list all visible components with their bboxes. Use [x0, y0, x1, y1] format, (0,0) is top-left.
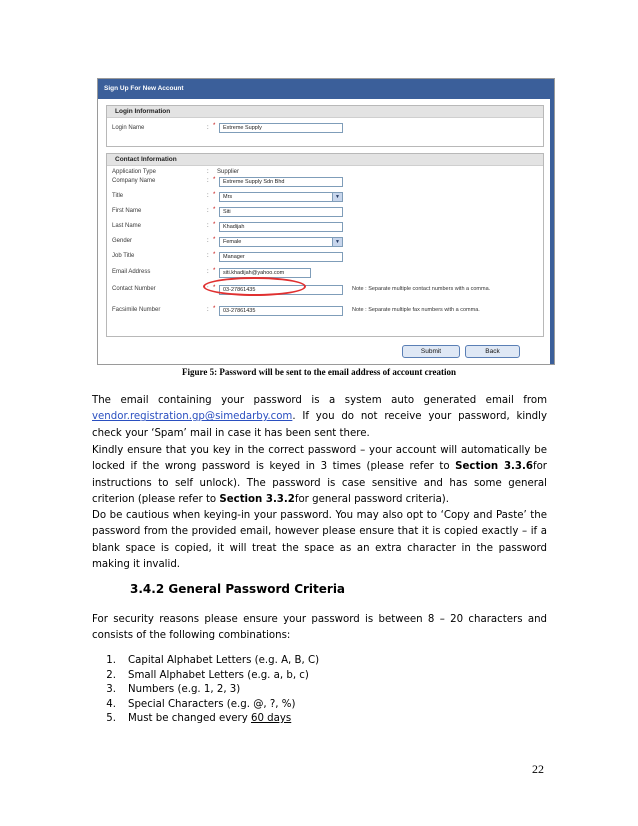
gender-select-value: Female — [223, 239, 242, 245]
list-text: Small Alphabet Letters (e.g. a, b, c) — [128, 669, 309, 681]
login-info-group — [106, 105, 544, 147]
list-item — [92, 712, 319, 727]
first-name-input[interactable]: Siti — [219, 207, 343, 217]
list-number: 1. — [106, 655, 116, 666]
back-button[interactable]: Back — [465, 345, 520, 358]
list-item — [92, 683, 319, 698]
colon: : — [207, 125, 209, 131]
fax-number-note: Note : Separate multiple fax numbers with a comma. — [352, 307, 480, 313]
required-marker: * — [213, 285, 216, 291]
email-input[interactable]: siti.khadijah@yahoo.com — [219, 268, 311, 278]
job-title-input[interactable]: Manager — [219, 252, 343, 262]
list-item — [92, 698, 319, 713]
list-text: Numbers (e.g. 1, 2, 3) — [128, 684, 241, 695]
colon: : — [207, 253, 209, 259]
chevron-down-icon[interactable]: ▼ — [332, 238, 342, 246]
paragraph-criteria-intro: For security reasons please ensure your password is between 8 – 20 characters and consists of the following combinations: — [92, 614, 547, 642]
login-name-label: Login Name — [112, 125, 145, 131]
application-type-value: Supplier — [217, 169, 240, 175]
application-type-label: Application Type — [112, 169, 156, 175]
required-marker: * — [213, 252, 216, 258]
list-number: 3. — [106, 684, 116, 695]
login-info-heading: Login Information — [107, 106, 543, 118]
section-ref-332: Section 3.3.2 — [219, 493, 295, 505]
submit-button[interactable]: Submit — [402, 345, 460, 358]
list-item — [92, 654, 319, 669]
list-text: Must be changed every — [128, 713, 251, 724]
para1-text-end: . If you do not receive your password, kindly check your ‘Spam’ mail in case it has been sent there. — [92, 411, 547, 439]
required-marker: * — [213, 306, 216, 312]
title-select[interactable] — [219, 192, 343, 202]
list-number: 4. — [106, 698, 116, 710]
colon: : — [207, 286, 209, 292]
signup-title-bar: Sign Up For New Account — [98, 79, 554, 99]
gender-label: Gender — [112, 238, 133, 244]
para2-text-2: for instructions to self unlock). The password is case sensitive and has some general criterion (please refer to — [92, 461, 547, 505]
colon: : — [207, 169, 209, 175]
first-name-label: First Name — [112, 208, 142, 214]
vendor-email-link[interactable]: vendor.registration.gp@simedarby.com — [92, 411, 293, 423]
days-value: 60 days — [250, 713, 292, 724]
paragraph-email-info — [92, 393, 547, 442]
page-number: 22 — [532, 762, 544, 776]
gender-select[interactable] — [219, 237, 343, 247]
list-number: 2. — [106, 669, 116, 681]
required-marker: * — [213, 237, 216, 243]
colon: : — [207, 193, 209, 199]
required-marker: * — [213, 177, 216, 183]
colon: : — [207, 307, 209, 313]
colon: : — [207, 208, 209, 214]
title-label: Title — [112, 193, 124, 199]
section-heading: 3.4.2 General Password Criteria — [130, 582, 346, 596]
criteria-list — [92, 654, 319, 727]
required-marker: * — [213, 192, 216, 198]
contact-info-group — [106, 153, 544, 337]
email-highlight-circle — [203, 277, 306, 296]
required-marker: * — [213, 222, 216, 228]
window-edge — [550, 99, 554, 364]
required-marker: * — [213, 123, 216, 129]
list-number: 5. — [106, 713, 116, 724]
paragraph-password-lock — [92, 443, 547, 508]
job-title-label: Job Title — [112, 253, 135, 259]
contact-number-label: Contact Number — [112, 286, 156, 292]
title-select-value: Mrs — [223, 194, 233, 200]
chevron-down-icon[interactable]: ▼ — [332, 193, 342, 201]
contact-number-input[interactable]: 03-27861435 — [219, 285, 343, 295]
colon: : — [207, 178, 209, 184]
required-marker: * — [213, 268, 216, 274]
colon: : — [207, 238, 209, 244]
last-name-label: Last Name — [112, 223, 142, 229]
para2-text-1: Kindly ensure that you key in the correct password – your account will automatically be locked if the wrong password is keyed in 3 times (please refer to — [92, 445, 547, 473]
company-name-label: Company Name — [112, 178, 156, 184]
list-item — [92, 669, 319, 684]
required-marker: * — [213, 207, 216, 213]
fax-number-input[interactable]: 03-27861435 — [219, 306, 343, 316]
para2-text-3: for general password criteria). — [294, 493, 450, 505]
signup-screenshot — [97, 78, 555, 365]
contact-number-note: Note : Separate multiple contact numbers with a comma. — [352, 286, 491, 292]
company-name-input[interactable]: Extreme Supply Sdn Bhd — [219, 177, 343, 187]
paragraph-caution: Do be cautious when keying-in your password. You may also opt to ‘Copy and Paste’ the password from the provided email, however please ensure that it is copied exactly – if a blank space is copied, it will treat the space as an extra character in the password making it invalid. — [92, 510, 547, 570]
figure-caption: Figure 5: Password will be sent to the email address of account creation — [182, 367, 456, 377]
login-name-input[interactable]: Extreme Supply — [219, 123, 343, 133]
section-ref-336: Section 3.3.6 — [455, 461, 533, 473]
last-name-input[interactable]: Khadijah — [219, 222, 343, 232]
list-text: Capital Alphabet Letters (e.g. A, B, C) — [128, 655, 320, 666]
contact-info-heading: Contact Information — [107, 154, 543, 166]
list-text: Special Characters (e.g. @, ?, %) — [128, 698, 296, 710]
para1-text-start: The email containing your password is a system auto generated email from — [92, 395, 547, 406]
colon: : — [207, 269, 209, 275]
fax-number-label: Facsimile Number — [112, 307, 161, 313]
email-label: Email Address — [112, 269, 151, 275]
colon: : — [207, 223, 209, 229]
